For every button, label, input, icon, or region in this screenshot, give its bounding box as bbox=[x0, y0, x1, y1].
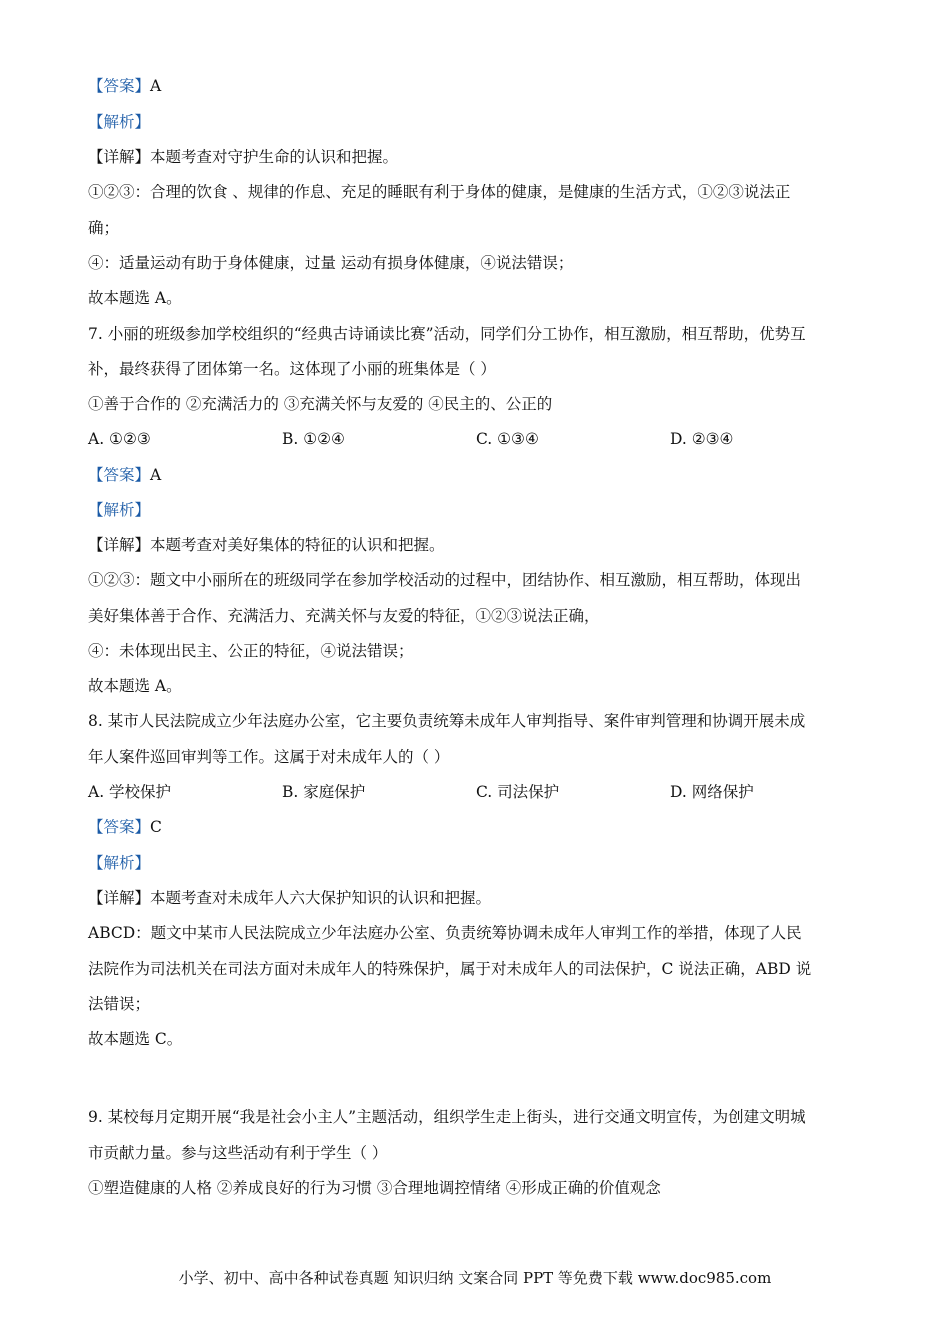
question-stem-q8: 年人案件巡回审判等工作。这属于对未成年人的（ ） bbox=[88, 748, 450, 766]
option-d-q8: D. 网络保护 bbox=[670, 783, 754, 801]
detail-line-q6 bbox=[88, 147, 398, 167]
question-items-q7: ①善于合作的 ②充满活力的 ③充满关怀与友爱的 ④民主的、公正的 bbox=[88, 395, 553, 413]
explanation-line: 法错误； bbox=[88, 995, 151, 1013]
explanation-line: 法院作为司法机关在司法方面对未成年人的特殊保护，属于对未成年人的司法保护，C 说法正确，ABD 说 bbox=[88, 960, 812, 978]
page-footer: 小学、初中、高中各种试卷真题 知识归纳 文案合同 PPT 等免费下载 www.doc985.com bbox=[178, 1269, 772, 1287]
answer-tag: 【答案】 bbox=[88, 818, 151, 836]
option-d-q7: D. ②③④ bbox=[670, 430, 734, 448]
option-a-q8: A. 学校保护 bbox=[88, 783, 172, 801]
detail-text: 本题考查对美好集体的特征的认识和把握。 bbox=[150, 536, 445, 554]
analysis-tag-q7: 【解析】 bbox=[88, 501, 151, 519]
answer-value: A bbox=[150, 77, 162, 95]
option-b-q7: B. ①②④ bbox=[282, 430, 345, 448]
option-c-q8: C. 司法保护 bbox=[476, 783, 560, 801]
answer-line-q6 bbox=[88, 76, 161, 96]
answer-line-q7 bbox=[88, 465, 161, 485]
option-c-q7: C. ①③④ bbox=[476, 430, 539, 448]
question-stem-q7: 7. 小丽的班级参加学校组织的“经典古诗诵读比赛”活动，同学们分工协作，相互激励，相互帮助，优势互 bbox=[88, 325, 806, 343]
detail-line-q7 bbox=[88, 535, 445, 555]
explanation-line: ①②③：合理的饮食 、规律的作息、充足的睡眠有利于身体的健康，是健康的生活方式，①②③说法正 bbox=[88, 183, 791, 201]
answer-value: C bbox=[150, 818, 162, 836]
detail-line-q8 bbox=[88, 888, 491, 908]
detail-tag: 【详解】 bbox=[88, 536, 151, 554]
answer-value: A bbox=[150, 466, 162, 484]
option-b-q8: B. 家庭保护 bbox=[282, 783, 366, 801]
explanation-line: ④：未体现出民主、公正的特征，④说法错误； bbox=[88, 642, 414, 660]
analysis-tag-q8: 【解析】 bbox=[88, 854, 151, 872]
option-a-q7: A. ①②③ bbox=[88, 430, 151, 448]
conclusion-line: 故本题选 A。 bbox=[88, 289, 182, 307]
explanation-line: ABCD：题文中某市人民法院成立少年法庭办公室、负责统筹协调未成年人审判工作的举措，体现了人民 bbox=[88, 924, 802, 942]
detail-tag: 【详解】 bbox=[88, 889, 151, 907]
explanation-line: ④：适量运动有助于身体健康，过量 运动有损身体健康，④说法错误； bbox=[88, 254, 574, 272]
question-stem-q8: 8. 某市人民法院成立少年法庭办公室，它主要负责统筹未成年人审判指导、案件审判管理和协调开展未成 bbox=[88, 712, 806, 730]
conclusion-line: 故本题选 C。 bbox=[88, 1030, 183, 1048]
detail-text: 本题考查对守护生命的认识和把握。 bbox=[150, 148, 399, 166]
explanation-line: 美好集体善于合作、充满活力、充满关怀与友爱的特征，①②③说法正确， bbox=[88, 607, 600, 625]
question-stem-q9: 9. 某校每月定期开展“我是社会小主人”主题活动，组织学生走上街头，进行交通文明宣传，为创建文明城 bbox=[88, 1108, 806, 1126]
answer-line-q8 bbox=[88, 817, 162, 837]
conclusion-line: 故本题选 A。 bbox=[88, 677, 182, 695]
analysis-tag-q6: 【解析】 bbox=[88, 113, 151, 131]
question-items-q9: ①塑造健康的人格 ②养成良好的行为习惯 ③合理地调控情绪 ④形成正确的价值观念 bbox=[88, 1179, 661, 1197]
question-stem-q9: 市贡献力量。参与这些活动有利于学生（ ） bbox=[88, 1144, 388, 1162]
answer-tag: 【答案】 bbox=[88, 77, 151, 95]
question-stem-q7: 补，最终获得了团体第一名。这体现了小丽的班集体是（ ） bbox=[88, 360, 496, 378]
detail-tag: 【详解】 bbox=[88, 148, 151, 166]
answer-tag: 【答案】 bbox=[88, 466, 151, 484]
explanation-line: 确； bbox=[88, 219, 120, 237]
explanation-line: ①②③：题文中小丽所在的班级同学在参加学校活动的过程中，团结协作、相互激励，相互帮助，体现出 bbox=[88, 571, 802, 589]
detail-text: 本题考查对未成年人六大保护知识的认识和把握。 bbox=[150, 889, 492, 907]
